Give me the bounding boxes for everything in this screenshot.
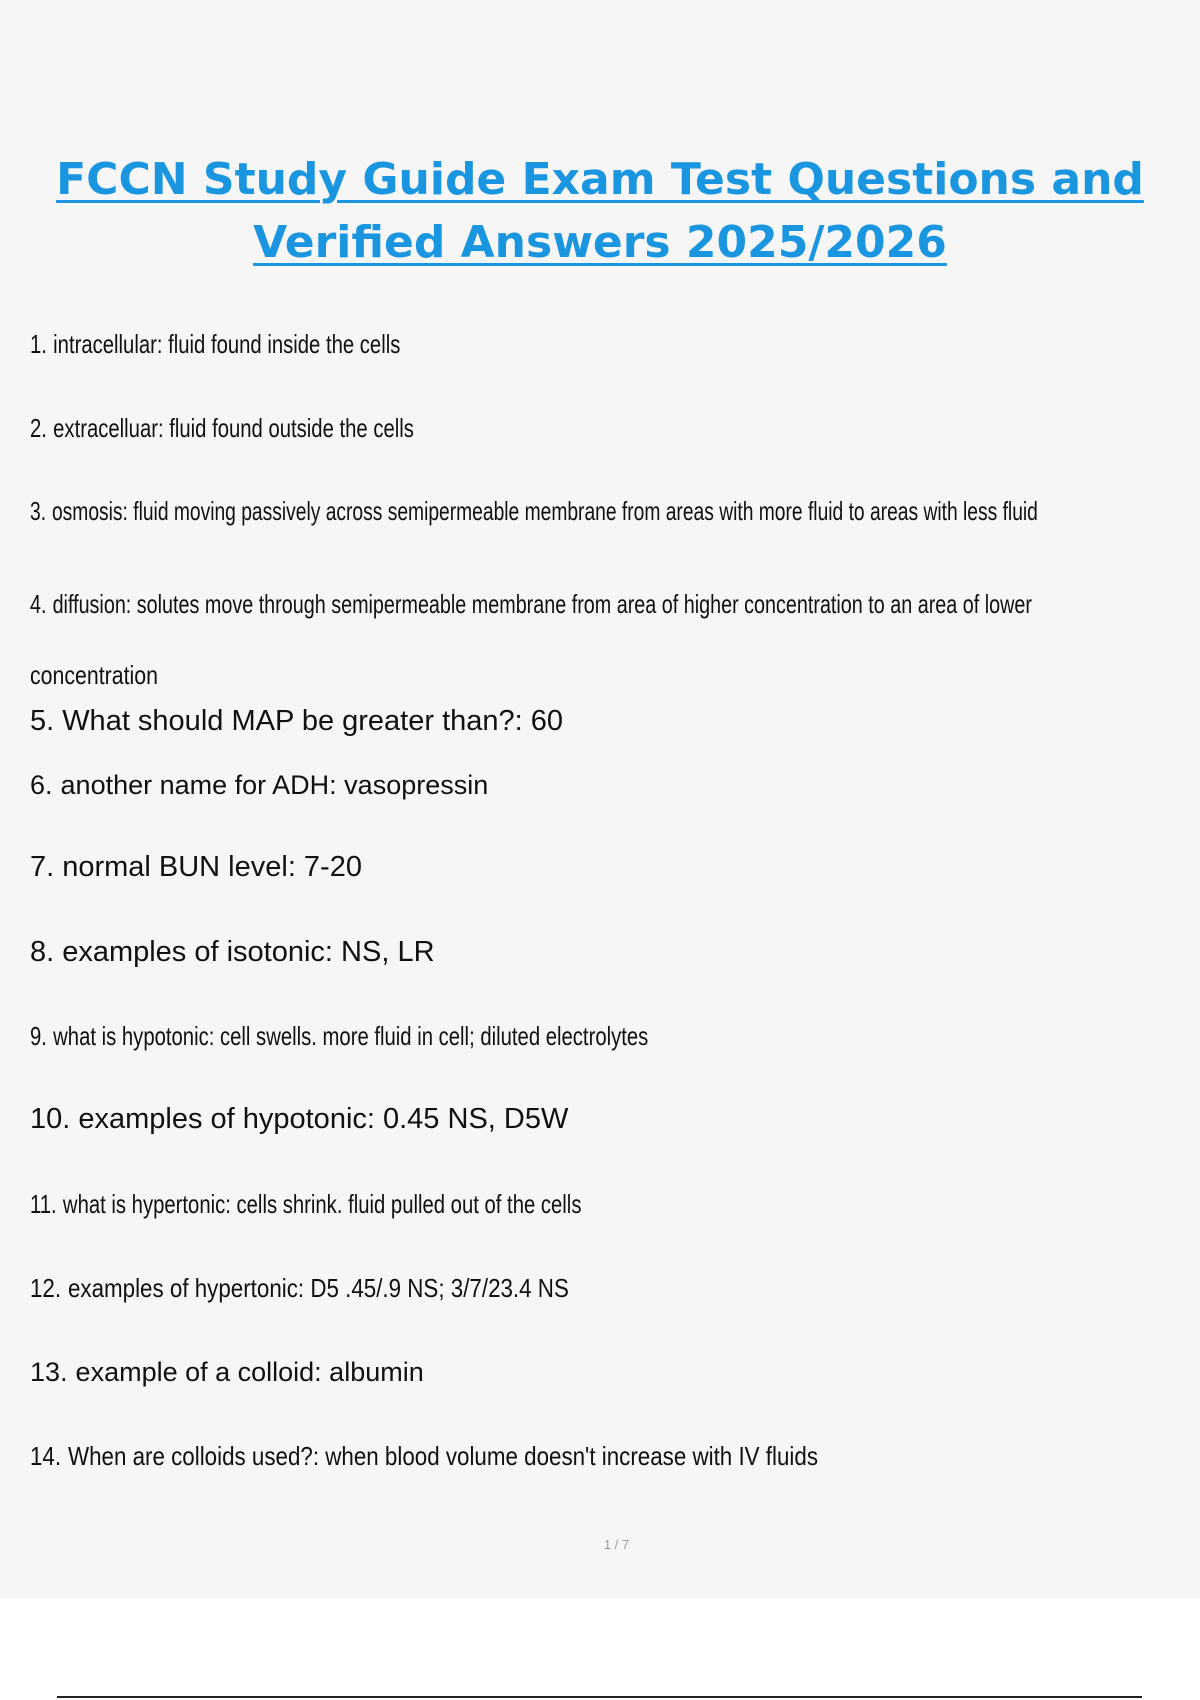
item-number: 9. <box>30 1021 47 1051</box>
item-text: what is hypertonic: cells shrink. fluid pulled out of the cells <box>62 1189 582 1219</box>
list-item <box>30 496 1038 527</box>
item-text: examples of hypotonic: 0.45 NS, D5W <box>78 1103 569 1135</box>
list-item <box>30 1021 648 1052</box>
list-item <box>30 1441 818 1472</box>
list-item <box>30 413 414 444</box>
list-item <box>30 770 488 801</box>
item-text: extracelluar: fluid found outside the cells <box>53 413 414 443</box>
list-item <box>30 1189 581 1220</box>
item-text: intracellular: fluid found inside the cells <box>53 329 401 359</box>
item-text: what is hypotonic: cell swells. more fluid in cell; diluted electrolytes <box>53 1021 649 1051</box>
page-number: 1 / 7 <box>603 1537 630 1552</box>
item-text: example of a colloid: albumin <box>75 1357 424 1387</box>
item-number: 14. <box>30 1441 62 1471</box>
list-item <box>30 329 400 360</box>
list-item <box>30 589 1032 620</box>
footer-divider <box>57 1696 1142 1698</box>
item-text: osmosis: fluid moving passively across semipermeable membrane from areas with more fluid to areas with less fluid <box>51 496 1038 526</box>
item-number: 6. <box>30 770 53 800</box>
item-number: 7. <box>30 851 55 883</box>
list-item <box>30 851 362 884</box>
list-item <box>30 936 435 969</box>
item-number: 13. <box>30 1357 68 1387</box>
item-text: examples of hypertonic: D5 .45/.9 NS; 3/7/23.4 NS <box>67 1273 569 1303</box>
item-number: 1. <box>30 329 47 359</box>
item-number: 8. <box>30 936 55 968</box>
item-number: 5. <box>30 705 55 737</box>
item-text: another name for ADH: vasopressin <box>60 770 489 800</box>
item-number: 3. <box>30 496 47 526</box>
item-text: What should MAP be greater than?: 60 <box>62 705 564 737</box>
title-line-1: FCCN Study Guide Exam Test Questions and <box>56 154 1144 205</box>
item-number: 11. <box>30 1189 57 1219</box>
list-item <box>30 705 563 738</box>
item-text: When are colloids used?: when blood volume doesn't increase with IV fluids <box>67 1441 819 1471</box>
title-line-2: Verified Answers 2025/2026 <box>253 217 947 268</box>
document-title <box>0 148 1200 274</box>
list-item <box>30 1357 424 1388</box>
item-number: 10. <box>30 1103 71 1135</box>
item-number: 2. <box>30 413 47 443</box>
item-number: 12. <box>30 1273 62 1303</box>
item-text: diffusion: solutes move through semipermeable membrane from area of higher concentration to an area of lower <box>52 589 1032 619</box>
list-item <box>30 1103 568 1136</box>
item-text: examples of isotonic: NS, LR <box>62 936 435 968</box>
item-continuation: concentration <box>30 660 159 690</box>
list-item <box>30 1273 569 1304</box>
item-number: 4. <box>30 589 47 619</box>
item-text: normal BUN level: 7-20 <box>62 851 362 883</box>
